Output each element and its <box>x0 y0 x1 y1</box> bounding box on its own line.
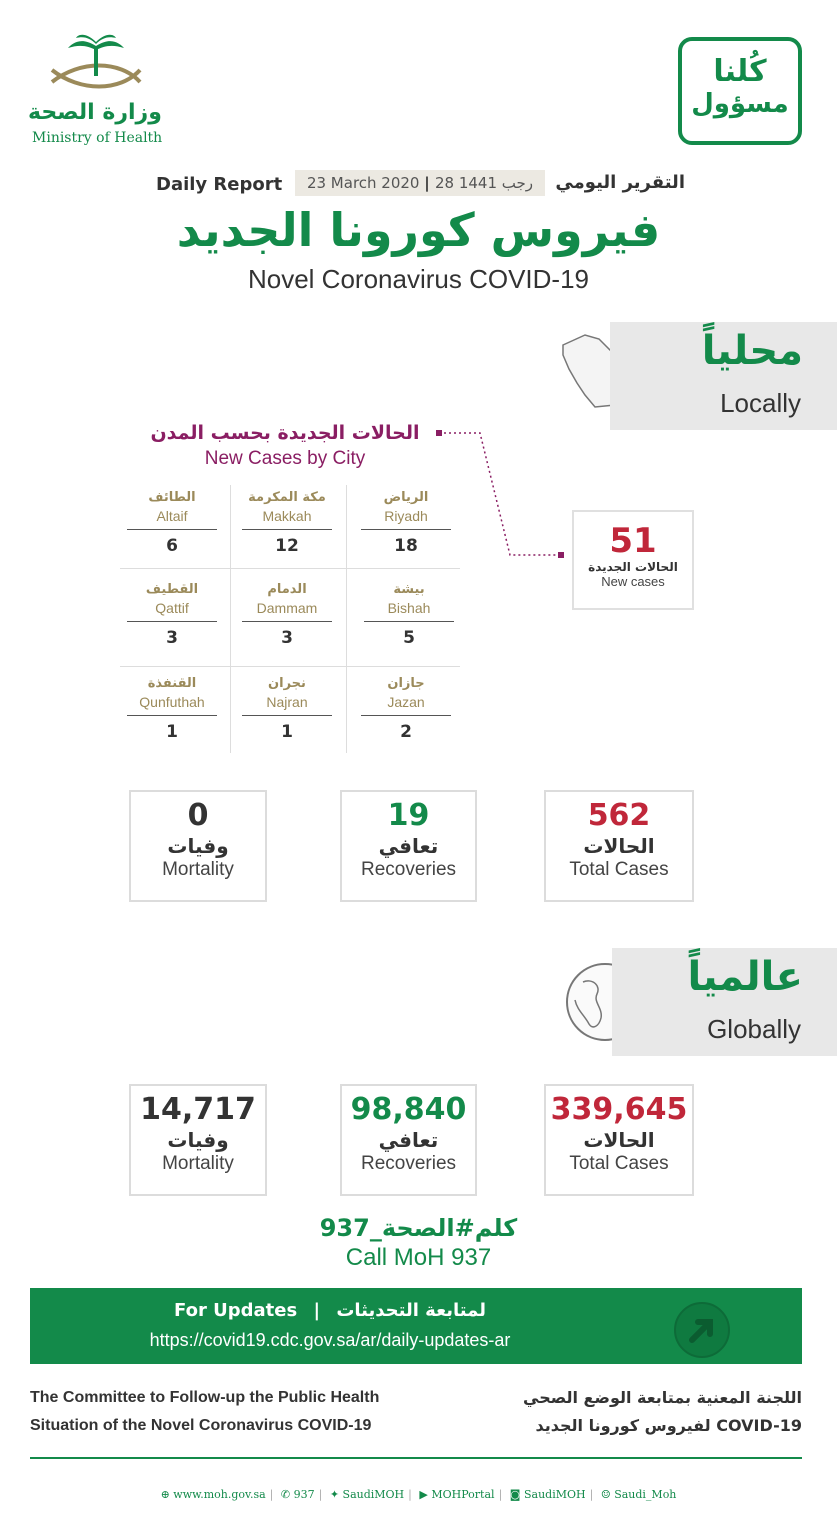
updates-banner[interactable] <box>30 1288 802 1364</box>
city-count: 5 <box>403 628 415 648</box>
city-count: 18 <box>394 536 418 556</box>
committee-ar-line-2: لفيروس كورونا الجديد COVID-19 <box>535 1416 802 1435</box>
city-cell-qunfuthah <box>113 676 231 742</box>
local-total-value: 562 <box>587 798 651 833</box>
city-count: 2 <box>400 722 412 742</box>
committee-en-line-1: The Committee to Follow-up the Public Health <box>30 1389 380 1406</box>
youtube-icon: ▶ <box>419 1488 428 1501</box>
phone-link[interactable]: 937 <box>293 1488 315 1501</box>
global-recoveries-value: 98,840 <box>350 1092 467 1127</box>
updates-label-en: For Updates <box>174 1300 298 1321</box>
page-title-en: Novel Coronavirus COVID-19 <box>247 264 589 294</box>
local-total-label-ar: الحالات <box>583 834 655 858</box>
city-count: 12 <box>275 536 299 556</box>
committee-name-en <box>30 1384 440 1440</box>
twitter-link[interactable]: SaudiMOH <box>342 1488 405 1501</box>
city-cell-qattif <box>113 582 231 648</box>
local-recoveries-label-en: Recoveries <box>360 859 457 880</box>
city-cell-riyadh <box>347 490 465 556</box>
city-cell-dammam <box>228 582 346 648</box>
local-total-card <box>544 790 694 902</box>
local-mortality-label-en: Mortality <box>162 859 234 880</box>
campaign-line-2: مسؤول <box>691 89 789 119</box>
locally-label-en: Locally <box>720 388 801 418</box>
youtube-link[interactable]: MOHPortal <box>431 1488 495 1501</box>
cities-title-en: New Cases by City <box>204 448 366 469</box>
city-cell-bishah <box>350 582 468 648</box>
locally-label-ar: محلياً <box>701 328 803 374</box>
global-total-label-ar: الحالات <box>583 1128 655 1152</box>
ministry-name-en: Ministry of Health <box>32 130 163 146</box>
committee-ar-line-1: اللجنة المعنية بمتابعة الوضع الصحي <box>523 1388 802 1407</box>
city-cell-najran <box>228 676 346 742</box>
footer-divider <box>30 1457 802 1459</box>
phone-icon: ✆ <box>280 1488 291 1501</box>
city-count: 6 <box>166 536 178 556</box>
global-mortality-card <box>129 1084 267 1196</box>
city-count: 1 <box>281 722 293 742</box>
globally-label-en: Globally <box>707 1014 801 1044</box>
local-mortality-value: 0 <box>187 798 209 833</box>
cities-title-ar: الحالات الجديدة بحسب المدن <box>150 422 420 444</box>
local-total-label-en: Total Cases <box>569 859 669 880</box>
global-total-value: 339,645 <box>550 1092 688 1127</box>
city-name-ar: الرياض <box>383 490 429 505</box>
report-date-hijri: 28 رجب 1441 <box>434 174 534 192</box>
globe-icon: ⊕ <box>160 1488 170 1501</box>
new-cases-label-en: New cases <box>601 574 665 589</box>
hotline-en: Call MoH 937 <box>345 1244 492 1271</box>
campaign-logo <box>678 37 802 145</box>
locally-banner <box>610 322 837 430</box>
updates-label: For Updates | لمتابعة التحديثات <box>174 1300 486 1321</box>
city-cell-makkah <box>228 490 346 556</box>
updates-url-link[interactable]: https://covid19.cdc.gov.sa/ar/daily-updates-ar <box>149 1330 511 1350</box>
instagram-icon: ◙ <box>509 1488 521 1501</box>
report-date: 23 March 2020 | 28 رجب 1441 <box>295 170 545 196</box>
city-name-ar: جازان <box>387 676 425 691</box>
hotline-ar: كلم#الصحة_937 <box>319 1214 518 1242</box>
committee-name-ar <box>440 1384 802 1440</box>
city-name-en: Qattif <box>155 600 189 616</box>
city-name-en: Najran <box>266 694 308 710</box>
city-name-en: Qunfuthah <box>139 694 205 710</box>
global-total-card <box>544 1084 694 1196</box>
local-mortality-label-ar: وفيات <box>167 834 229 858</box>
grid-divider <box>120 568 460 569</box>
campaign-line-1: كُلنا <box>713 54 767 89</box>
footer-links: ⊕ www.moh.gov.sa | ✆ 937 | ✦ SaudiMOH | ▶ MOHPortal | ◙ SaudiMOH | ☺ Saudi_Moh <box>160 1488 677 1501</box>
website-link[interactable]: www.moh.gov.sa <box>173 1488 266 1501</box>
local-recoveries-value: 19 <box>387 798 430 833</box>
city-name-en: Dammam <box>256 600 318 616</box>
global-mortality-label-ar: وفيات <box>167 1128 229 1152</box>
city-name-en: Makkah <box>262 508 312 524</box>
new-cases-label-ar: الحالات الجديدة <box>588 560 678 574</box>
daily-report-label-en: Daily Report <box>156 174 283 195</box>
snapchat-icon: ☺ <box>600 1488 611 1501</box>
global-mortality-label-en: Mortality <box>162 1153 234 1174</box>
city-count: 1 <box>166 722 178 742</box>
local-mortality-card <box>129 790 267 902</box>
city-name-en: Riyadh <box>384 508 428 524</box>
global-recoveries-label-en: Recoveries <box>360 1153 457 1174</box>
city-name-ar: نجران <box>268 676 306 691</box>
committee-en-line-2: Situation of the Novel Coronavirus COVID-19 <box>30 1417 372 1434</box>
arrow-up-right-icon[interactable] <box>674 1302 730 1358</box>
global-recoveries-card <box>340 1084 477 1196</box>
new-cases-value: 51 <box>609 521 657 561</box>
global-mortality-value: 14,717 <box>140 1092 256 1127</box>
snapchat-link[interactable]: Saudi_Moh <box>614 1488 677 1501</box>
city-count: 3 <box>281 628 293 648</box>
city-name-ar: الدمام <box>267 582 307 597</box>
city-name-ar: مكة المكرمة <box>248 490 326 505</box>
city-name-ar: القنفذة <box>147 676 197 691</box>
globally-label-ar: عالمياً <box>687 954 803 1000</box>
city-name-en: Altaif <box>156 508 188 524</box>
daily-report-label-ar: التقرير اليومي <box>555 172 685 193</box>
city-name-en: Bishah <box>387 600 431 616</box>
city-name-en: Jazan <box>387 694 425 710</box>
report-date-en: 23 March 2020 <box>306 174 420 192</box>
city-name-ar: الطائف <box>148 490 196 505</box>
city-cell-altaif <box>113 490 231 556</box>
local-recoveries-card <box>340 790 477 902</box>
city-count: 3 <box>166 628 178 648</box>
city-name-ar: القطيف <box>145 582 199 597</box>
ministry-name-ar: وزارة الصحة <box>28 100 162 125</box>
updates-label-ar: لمتابعة التحديثات <box>336 1300 486 1321</box>
new-cases-card <box>572 510 694 610</box>
global-recoveries-label-ar: تعافي <box>378 1128 439 1152</box>
twitter-icon: ✦ <box>329 1488 340 1501</box>
grid-divider <box>120 666 460 667</box>
local-recoveries-label-ar: تعافي <box>378 834 439 858</box>
global-total-label-en: Total Cases <box>569 1153 669 1174</box>
city-cell-jazan <box>347 676 465 742</box>
globally-banner <box>612 948 837 1056</box>
instagram-link[interactable]: SaudiMOH <box>523 1488 586 1501</box>
city-name-ar: بيشة <box>393 582 425 597</box>
page-title-ar: فيروس كورونا الجديد <box>176 203 661 257</box>
